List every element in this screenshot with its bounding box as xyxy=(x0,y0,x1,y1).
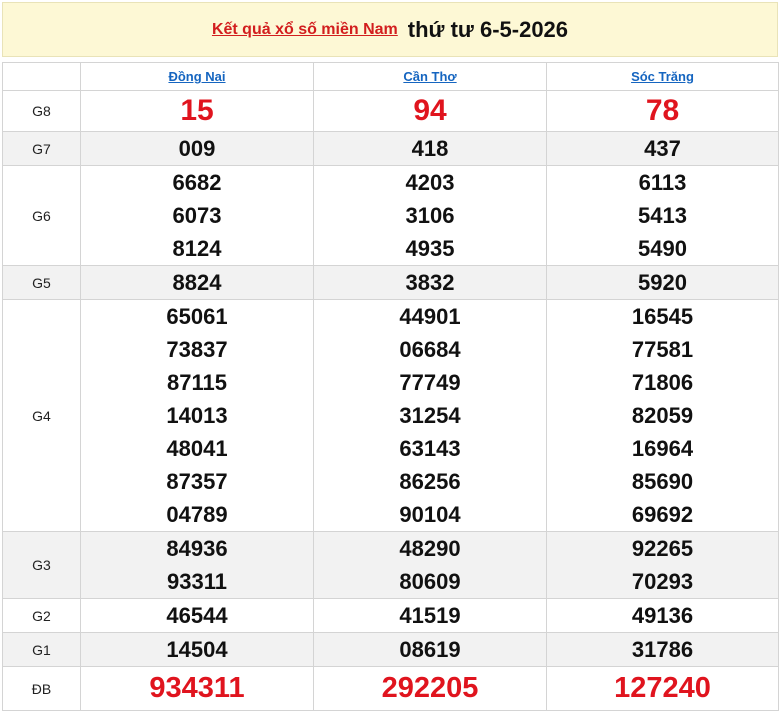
results-title-bar xyxy=(2,2,778,57)
prize-number: 14504 xyxy=(166,637,228,662)
prize-cell xyxy=(314,132,547,166)
prize-number: 06684 xyxy=(399,337,461,362)
prize-number: 31786 xyxy=(631,637,694,662)
prize-row xyxy=(3,633,779,667)
province-header xyxy=(81,63,314,91)
prize-number: 44901 xyxy=(399,304,461,329)
prize-number: 16964 xyxy=(631,436,694,461)
prize-number: 77581 xyxy=(631,337,694,362)
prize-number: 934311 xyxy=(149,672,245,704)
prize-cell xyxy=(81,667,314,711)
prize-number: 94 xyxy=(413,94,447,127)
prize-number: 292205 xyxy=(381,672,479,704)
prize-cell xyxy=(314,599,547,633)
prize-number: 87357 xyxy=(166,469,228,494)
prize-number: 85690 xyxy=(631,469,694,494)
prize-row xyxy=(3,132,779,166)
prize-number: 87115 xyxy=(167,370,227,395)
prize-number: 009 xyxy=(178,136,216,161)
prize-number: 82059 xyxy=(631,403,694,428)
province-header xyxy=(314,63,547,91)
results-date: thứ tư 6-5-2026 xyxy=(407,16,569,42)
prize-number: 49136 xyxy=(631,603,694,628)
province-link-dong-nai[interactable]: Đồng Nai xyxy=(168,69,226,84)
prize-cell xyxy=(314,91,547,132)
prize-number: 4203 xyxy=(405,170,455,195)
prize-cell xyxy=(314,266,547,300)
prize-row xyxy=(3,166,779,266)
prize-cell xyxy=(547,599,779,633)
prize-row xyxy=(3,532,779,599)
prize-label: G1 xyxy=(3,633,81,667)
prize-number: 3106 xyxy=(405,203,455,228)
prize-label: G4 xyxy=(3,300,81,532)
prize-row xyxy=(3,300,779,532)
prize-row xyxy=(3,266,779,300)
results-table xyxy=(2,62,779,711)
province-header-row xyxy=(3,63,779,91)
province-header xyxy=(547,63,779,91)
prize-number: 3832 xyxy=(405,270,455,295)
prize-cell xyxy=(314,633,547,667)
prize-cell xyxy=(547,166,779,266)
prize-number: 8824 xyxy=(172,270,222,295)
prize-label: G8 xyxy=(3,91,81,132)
prize-number: 71806 xyxy=(631,370,694,395)
results-title-link[interactable]: Kết quả xổ số miền Nam xyxy=(211,20,398,38)
prize-number: 16545 xyxy=(631,304,694,329)
prize-label: G3 xyxy=(3,532,81,599)
prize-cell xyxy=(547,132,779,166)
prize-number: 08619 xyxy=(399,637,461,662)
prize-cell xyxy=(547,266,779,300)
prize-cell xyxy=(81,91,314,132)
prize-cell xyxy=(81,532,314,599)
prize-number: 437 xyxy=(644,136,681,161)
province-link-can-tho[interactable]: Cần Thơ xyxy=(403,69,457,84)
province-link-soc-trang[interactable]: Sóc Trăng xyxy=(631,69,694,84)
prize-number: 04789 xyxy=(166,502,228,527)
prize-cell xyxy=(314,532,547,599)
prize-cell xyxy=(547,667,779,711)
prize-row xyxy=(3,667,779,711)
prize-number: 69692 xyxy=(631,502,694,527)
prize-cell xyxy=(81,300,314,532)
prize-cell xyxy=(81,599,314,633)
prize-number: 48290 xyxy=(399,536,461,561)
prize-number: 65061 xyxy=(166,304,228,329)
prize-number: 5490 xyxy=(638,236,687,261)
prize-cell xyxy=(547,300,779,532)
prize-cell xyxy=(547,633,779,667)
prize-number: 31254 xyxy=(399,403,461,428)
prize-label: G6 xyxy=(3,166,81,266)
prize-rows xyxy=(3,91,779,711)
prize-number: 15 xyxy=(180,94,214,127)
prize-label-header xyxy=(3,63,81,91)
prize-number: 70293 xyxy=(631,569,694,594)
prize-number: 4935 xyxy=(405,236,455,261)
prize-number: 6113 xyxy=(638,170,687,195)
prize-number: 46544 xyxy=(166,603,228,628)
prize-label: G7 xyxy=(3,132,81,166)
prize-number: 86256 xyxy=(399,469,461,494)
prize-cell xyxy=(81,266,314,300)
prize-number: 90104 xyxy=(399,502,461,527)
prize-number: 77749 xyxy=(399,370,461,395)
prize-number: 418 xyxy=(411,136,449,161)
prize-number: 5413 xyxy=(638,203,687,228)
prize-row xyxy=(3,91,779,132)
prize-number: 93311 xyxy=(167,569,227,594)
prize-number: 80609 xyxy=(399,569,461,594)
prize-cell xyxy=(81,633,314,667)
prize-cell xyxy=(314,667,547,711)
prize-number: 92265 xyxy=(631,536,694,561)
prize-cell xyxy=(314,166,547,266)
prize-number: 41519 xyxy=(399,603,461,628)
prize-number: 8124 xyxy=(172,236,222,261)
prize-number: 6682 xyxy=(172,170,222,195)
prize-number: 73837 xyxy=(166,337,228,362)
prize-number: 78 xyxy=(645,94,680,127)
prize-label: G5 xyxy=(3,266,81,300)
prize-cell xyxy=(314,300,547,532)
prize-number: 48041 xyxy=(166,436,228,461)
prize-number: 84936 xyxy=(166,536,228,561)
prize-cell xyxy=(547,532,779,599)
prize-number: 14013 xyxy=(166,403,228,428)
prize-cell xyxy=(81,132,314,166)
prize-row xyxy=(3,599,779,633)
prize-cell xyxy=(547,91,779,132)
prize-number: 63143 xyxy=(399,436,461,461)
prize-cell xyxy=(81,166,314,266)
prize-number: 6073 xyxy=(172,203,222,228)
prize-label: G2 xyxy=(3,599,81,633)
prize-number: 5920 xyxy=(638,270,687,295)
prize-label: ĐB xyxy=(3,667,81,711)
prize-number: 127240 xyxy=(614,672,711,704)
